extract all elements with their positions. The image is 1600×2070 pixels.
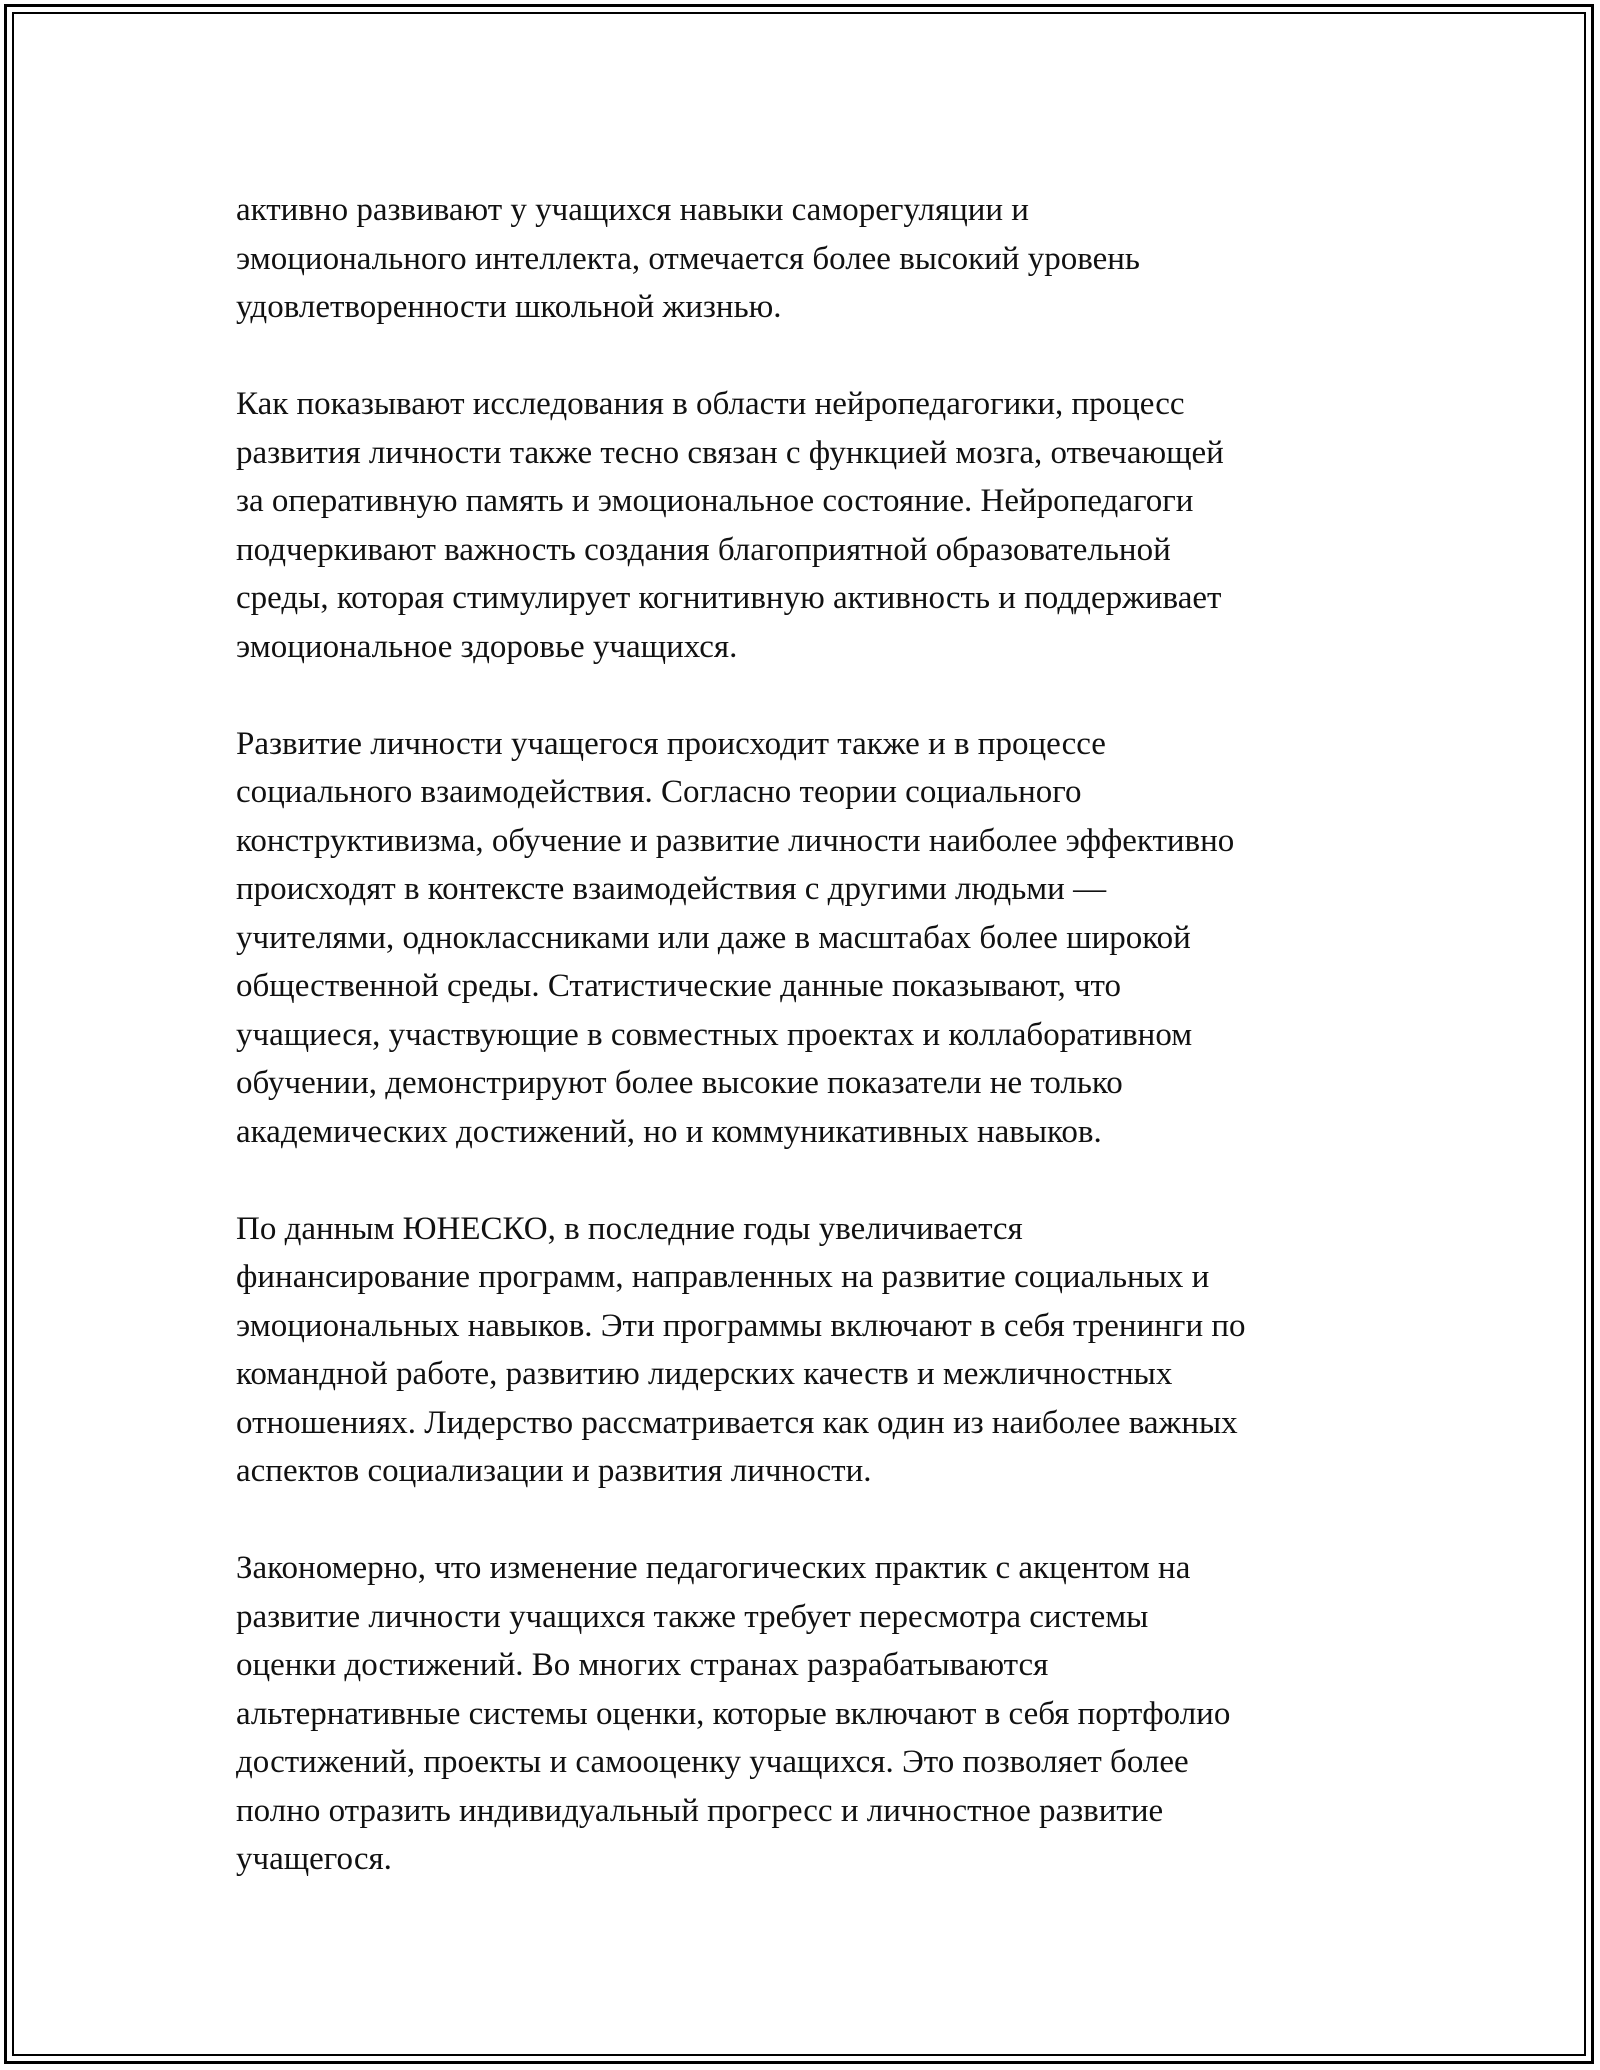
- paragraph-social-interaction: Развитие личности учащегося происходит также и в процессе социального взаимодействия. Согласно теории социального конструктивизма, обучение и развитие личности наиболее эффективно происходят в контексте взаимодействия с другими людьми — учителями, одноклассниками или даже в масштабах более широкой общественной среды. Статистические данные показывают, что учащиеся, участвующие в совместных проектах и коллаборативном обучении, демонстрируют более высокие показатели не только академических достижений, но и коммуникативных навыков.: [236, 725, 1235, 1150]
- paragraph-neuropedagogy: Как показывают исследования в области нейропедагогики, процесс развития личности также тесно связан с функцией мозга, отвечающей за оперативную память и эмоциональное состояние. Нейропедагоги подчеркивают важность создания благоприятной образовательной среды, которая стимулирует когнитивную активность и поддерживает эмоциональное здоровье учащихся.: [236, 386, 1224, 665]
- paragraph-assessment: Закономерно, что изменение педагогических практик с акцентом на развитие личности учащихся также требует пересмотра системы оценки достижений. Во многих странах разрабатываются альтернативные системы оценки, которые включают в себя портфолио достижений, проекты и самооценку учащихся. Это позволяет более полно отразить индивидуальный прогресс и личностное развитие учащегося.: [236, 1550, 1231, 1877]
- paragraph-unesco: По данным ЮНЕСКО, в последние годы увеличивается финансирование программ, направленных на развитие социальных и эмоциональных навыков. Эти программы включают в себя тренинги по командной работе, развитию лидерских качеств и межличностных отношениях. Лидерство рассматривается как один из наиболее важных аспектов социализации и развития личности.: [236, 1210, 1246, 1489]
- document-body: [236, 186, 1386, 1884]
- paragraph-self-regulation: активно развивают у учащихся навыки саморегуляции и эмоционального интеллекта, отмечается более высокий уровень удовлетворенности школьной жизнью.: [236, 192, 1140, 325]
